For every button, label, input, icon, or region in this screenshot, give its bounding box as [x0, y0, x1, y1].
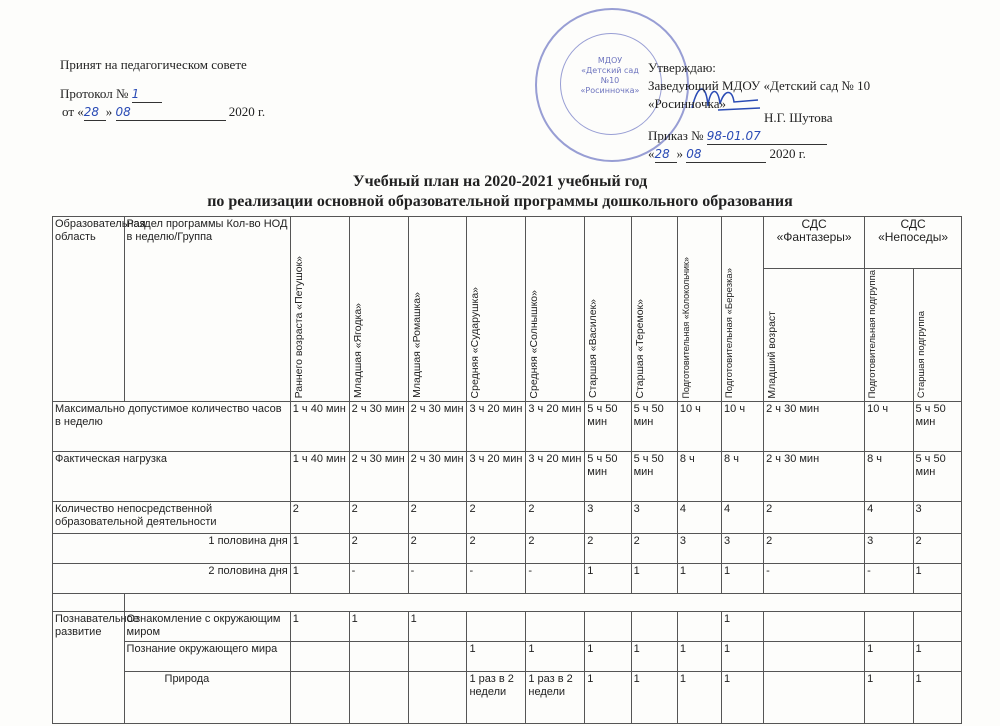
cell: -	[865, 564, 913, 594]
cell: -	[349, 564, 408, 594]
cell: 2	[408, 502, 467, 534]
protocol-number: 1	[132, 86, 162, 103]
plan-subtitle: по реализации основной образовательной программы дошкольного образования	[207, 193, 793, 210]
cell: 1	[677, 564, 721, 594]
cell: -	[408, 564, 467, 594]
cell: 2 ч 30 мин	[349, 452, 408, 502]
cell: 8 ч	[722, 452, 764, 502]
header-group: Младшая «Ромашка»	[408, 217, 467, 402]
cell: 2 ч 30 мин	[408, 402, 467, 452]
cell: -	[467, 564, 526, 594]
header-group: Старшая «Теремок»	[631, 217, 677, 402]
cell: 2	[408, 534, 467, 564]
plan-title: Учебный план на 2020-2021 учебный год	[352, 173, 648, 190]
header-group: Старшая «Василек»	[585, 217, 631, 402]
council-acceptance: Принят на педагогическом совете	[60, 57, 247, 72]
approve-label: Утверждаю:	[648, 60, 716, 75]
spacer-row	[53, 594, 962, 612]
header-prep-subgroup: Подготовительная подгруппа	[865, 269, 913, 402]
cell: 2 ч 30 мин	[408, 452, 467, 502]
kindergarten-name: «Росинночка»	[648, 96, 726, 111]
cell	[631, 612, 677, 642]
cell: 3 ч 20 мин	[526, 402, 585, 452]
cell: 1	[467, 642, 526, 672]
cell: 3	[677, 534, 721, 564]
table-row	[53, 564, 962, 594]
cell	[913, 612, 962, 642]
cell: 1	[913, 564, 962, 594]
table-row	[53, 642, 962, 672]
cell	[865, 612, 913, 642]
cell	[349, 642, 408, 672]
order-number: 98-01.07	[707, 128, 827, 145]
cell: 1	[290, 612, 349, 642]
header-group: Средняя «Солнышко»	[526, 217, 585, 402]
cell: 1	[677, 642, 721, 672]
cell: 1 ч 40 мин	[290, 402, 349, 452]
cell: 5 ч 50 мин	[585, 452, 631, 502]
cell: 3	[722, 534, 764, 564]
cell: 1	[722, 564, 764, 594]
cell: 1	[585, 672, 631, 724]
table-row	[53, 502, 962, 534]
cell	[526, 612, 585, 642]
order-date-line: «28 » 08 2020 г.	[648, 146, 806, 161]
cell: 2 ч 30 мин	[764, 452, 865, 502]
cell: 3 ч 20 мин	[467, 402, 526, 452]
cell: 1	[913, 642, 962, 672]
cell: 1	[631, 642, 677, 672]
cell: 2	[349, 534, 408, 564]
row-label: Количество непосредственной образовательной деятельности	[53, 502, 291, 534]
cell: 1	[865, 672, 913, 724]
cell: 5 ч 50 мин	[913, 452, 962, 502]
cell	[290, 672, 349, 724]
cell: 2	[764, 534, 865, 564]
order-day: 28	[655, 146, 677, 163]
cell	[408, 642, 467, 672]
cell: 1 ч 40 мин	[290, 452, 349, 502]
cell: 5 ч 50 мин	[913, 402, 962, 452]
cell	[467, 612, 526, 642]
cell: 3	[585, 502, 631, 534]
cell: 10 ч	[722, 402, 764, 452]
cell: 2	[290, 502, 349, 534]
cell: 1 раз в 2 недели	[467, 672, 526, 724]
header-sds-neposedy: СДС «Непоседы»	[865, 217, 962, 269]
cell: 3	[631, 502, 677, 534]
cell	[764, 612, 865, 642]
row-label: Познание окружающего мира	[124, 642, 290, 672]
cell: 2	[526, 534, 585, 564]
cell: 4	[722, 502, 764, 534]
cell	[585, 612, 631, 642]
protocol-day: 28	[84, 104, 106, 121]
table-row	[53, 672, 962, 724]
cell: 2	[467, 502, 526, 534]
table-row	[53, 402, 962, 452]
cell: -	[526, 564, 585, 594]
cell: 1	[349, 612, 408, 642]
cell	[677, 612, 721, 642]
cell	[764, 642, 865, 672]
cell: 1	[408, 612, 467, 642]
header-junior-age: Младший возраст	[764, 269, 865, 402]
cell: 1	[631, 564, 677, 594]
row-label: Максимально допустимое количество часов в неделю	[53, 402, 291, 452]
cell: 3 ч 20 мин	[526, 452, 585, 502]
header-area: Образовательная область	[53, 217, 125, 402]
cell: 5 ч 50 мин	[631, 402, 677, 452]
cell: 1	[722, 612, 764, 642]
cell: 3	[913, 502, 962, 534]
order-line: Приказ № 98-01.07	[648, 128, 827, 145]
cell: 8 ч	[677, 452, 721, 502]
cell: 2	[631, 534, 677, 564]
table-row	[53, 452, 962, 502]
cell	[290, 642, 349, 672]
header-sds-fantazery: СДС «Фантазеры»	[764, 217, 865, 269]
cell: 8 ч	[865, 452, 913, 502]
cell	[349, 672, 408, 724]
cell: 1	[585, 564, 631, 594]
cell	[764, 672, 865, 724]
cell: 4	[865, 502, 913, 534]
protocol-line: Протокол № 1	[60, 86, 162, 103]
cell: 2	[585, 534, 631, 564]
header-group: Раннего возраста «Петушок»	[290, 217, 349, 402]
cell: 1	[631, 672, 677, 724]
cell: 1	[722, 672, 764, 724]
header-senior-subgroup: Старшая подгруппа	[913, 269, 962, 402]
cell: 5 ч 50 мин	[631, 452, 677, 502]
cell: 2	[526, 502, 585, 534]
cell: 1	[290, 534, 349, 564]
cell: 2	[467, 534, 526, 564]
cell	[408, 672, 467, 724]
cell: 1	[913, 672, 962, 724]
cell: 1	[677, 672, 721, 724]
spacer-cell	[124, 594, 961, 612]
table-row	[53, 534, 962, 564]
row-label: Природа	[124, 672, 290, 724]
cell: 4	[677, 502, 721, 534]
header-group: Подготовительная «Колокольчик»	[677, 217, 721, 402]
cell: 3	[865, 534, 913, 564]
cell: 1 раз в 2 недели	[526, 672, 585, 724]
table-row	[53, 612, 962, 642]
cell: 5 ч 50 мин	[585, 402, 631, 452]
row-label: 1 половина дня	[53, 534, 291, 564]
cell: 10 ч	[865, 402, 913, 452]
cell: 2	[349, 502, 408, 534]
cell: 2	[913, 534, 962, 564]
row-label: Ознакомление с окружающим миром	[124, 612, 290, 642]
protocol-month: 08	[116, 104, 226, 121]
curriculum-table	[52, 216, 962, 724]
header-group: Младшая «Ягодка»	[349, 217, 408, 402]
header-section: Раздел программы Кол-во НОД в неделю/Группа	[124, 217, 290, 402]
head-title: Заведующий МДОУ «Детский сад № 10	[648, 78, 871, 93]
order-month: 08	[686, 146, 766, 163]
cell: 2 ч 30 мин	[764, 402, 865, 452]
cell: 1	[526, 642, 585, 672]
header-group: Средняя «Сударушка»	[467, 217, 526, 402]
cell: 1	[290, 564, 349, 594]
row-label: 2 половина дня	[53, 564, 291, 594]
header-row	[53, 217, 962, 269]
cell: 1	[865, 642, 913, 672]
cell: 2 ч 30 мин	[349, 402, 408, 452]
spacer-cell	[53, 594, 125, 612]
cell: 10 ч	[677, 402, 721, 452]
director-name: Н.Г. Шутова	[764, 110, 833, 125]
cell: -	[764, 564, 865, 594]
header-group: Подготовительная «Березка»	[722, 217, 764, 402]
cell: 3 ч 20 мин	[467, 452, 526, 502]
cell: 1	[585, 642, 631, 672]
cell: 2	[764, 502, 865, 534]
row-label: Фактическая нагрузка	[53, 452, 291, 502]
protocol-date-line: от «28 » 08 2020 г.	[62, 104, 266, 119]
area-cognitive: Познавательное развитие	[53, 612, 125, 724]
seal-stamp-text: МДОУ «Детский сад №10 «Росинночка»	[580, 56, 640, 95]
cell: 1	[722, 642, 764, 672]
